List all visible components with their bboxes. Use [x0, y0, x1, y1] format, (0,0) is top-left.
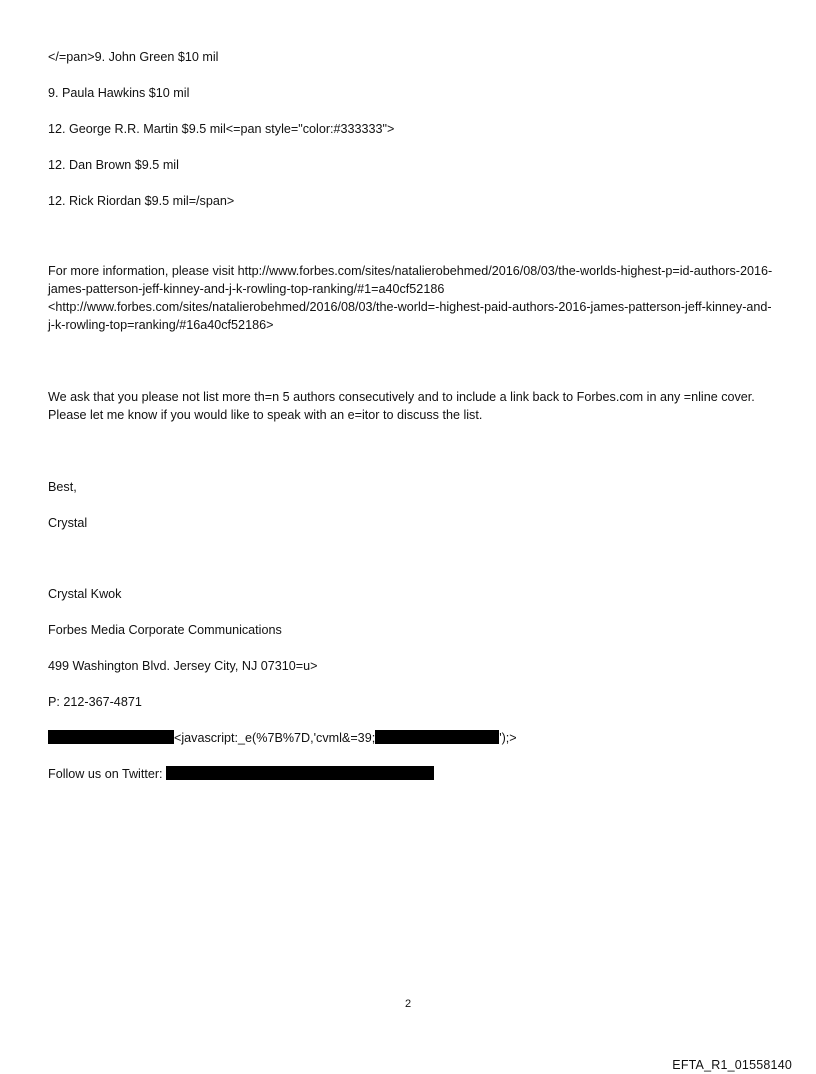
redaction-block — [166, 766, 434, 780]
list-item: 12. Rick Riordan $9.5 mil=/span> — [48, 194, 235, 208]
signature-phone: P: 212-367-4871 — [48, 695, 142, 709]
signature-address: 499 Washington Blvd. Jersey City, NJ 07310=u> — [48, 659, 318, 673]
list-item: 12. Dan Brown $9.5 mil — [48, 158, 179, 172]
twitter-line — [48, 765, 434, 783]
signature-name: Crystal Kwok — [48, 587, 122, 601]
sender-first-name: Crystal — [48, 516, 88, 530]
list-item: 12. George R.R. Martin $9.5 mil<=pan style="color:#333333"> — [48, 122, 395, 136]
list-item: </=pan>9. John Green $10 mil — [48, 50, 219, 64]
closing: Best, — [48, 480, 77, 494]
list-item: 9. Paula Hawkins $10 mil — [48, 86, 190, 100]
document-id: EFTA_R1_01558140 — [672, 1058, 792, 1072]
request-paragraph: We ask that you please not list more th=n 5 authors consecutively and to include a link back to Forbes.com in any =nline cover. Please let me know if you would like to speak with an e=itor to discuss the list. — [48, 390, 755, 422]
redaction-block — [48, 730, 174, 744]
more-info-paragraph: For more information, please visit http://www.forbes.com/sites/natalierobehmed/2016/08/03/the-worlds-highest-p=id-authors-2016-james-patterson-jeff-kinney-and-j-k-rowling-top-ranking/#1=a40cf52186 <http://www.forbes.com/sites/natalierobehmed/2016/08/03/the-world=-highest-paid-authors-2016-james-patterson-jeff-kinney-and-j-k-rowling-top=ranking/#16a40cf52186> — [48, 264, 773, 332]
javascript-prefix: <javascript:_e(%7B%7D,'cvml&=39; — [174, 731, 376, 745]
twitter-label: Follow us on Twitter: — [48, 767, 163, 781]
redaction-block — [375, 730, 499, 744]
signature-email-line — [48, 729, 517, 747]
javascript-suffix: ');> — [499, 731, 517, 745]
signature-org: Forbes Media Corporate Communications — [48, 623, 282, 637]
page-number: 2 — [404, 998, 412, 1010]
